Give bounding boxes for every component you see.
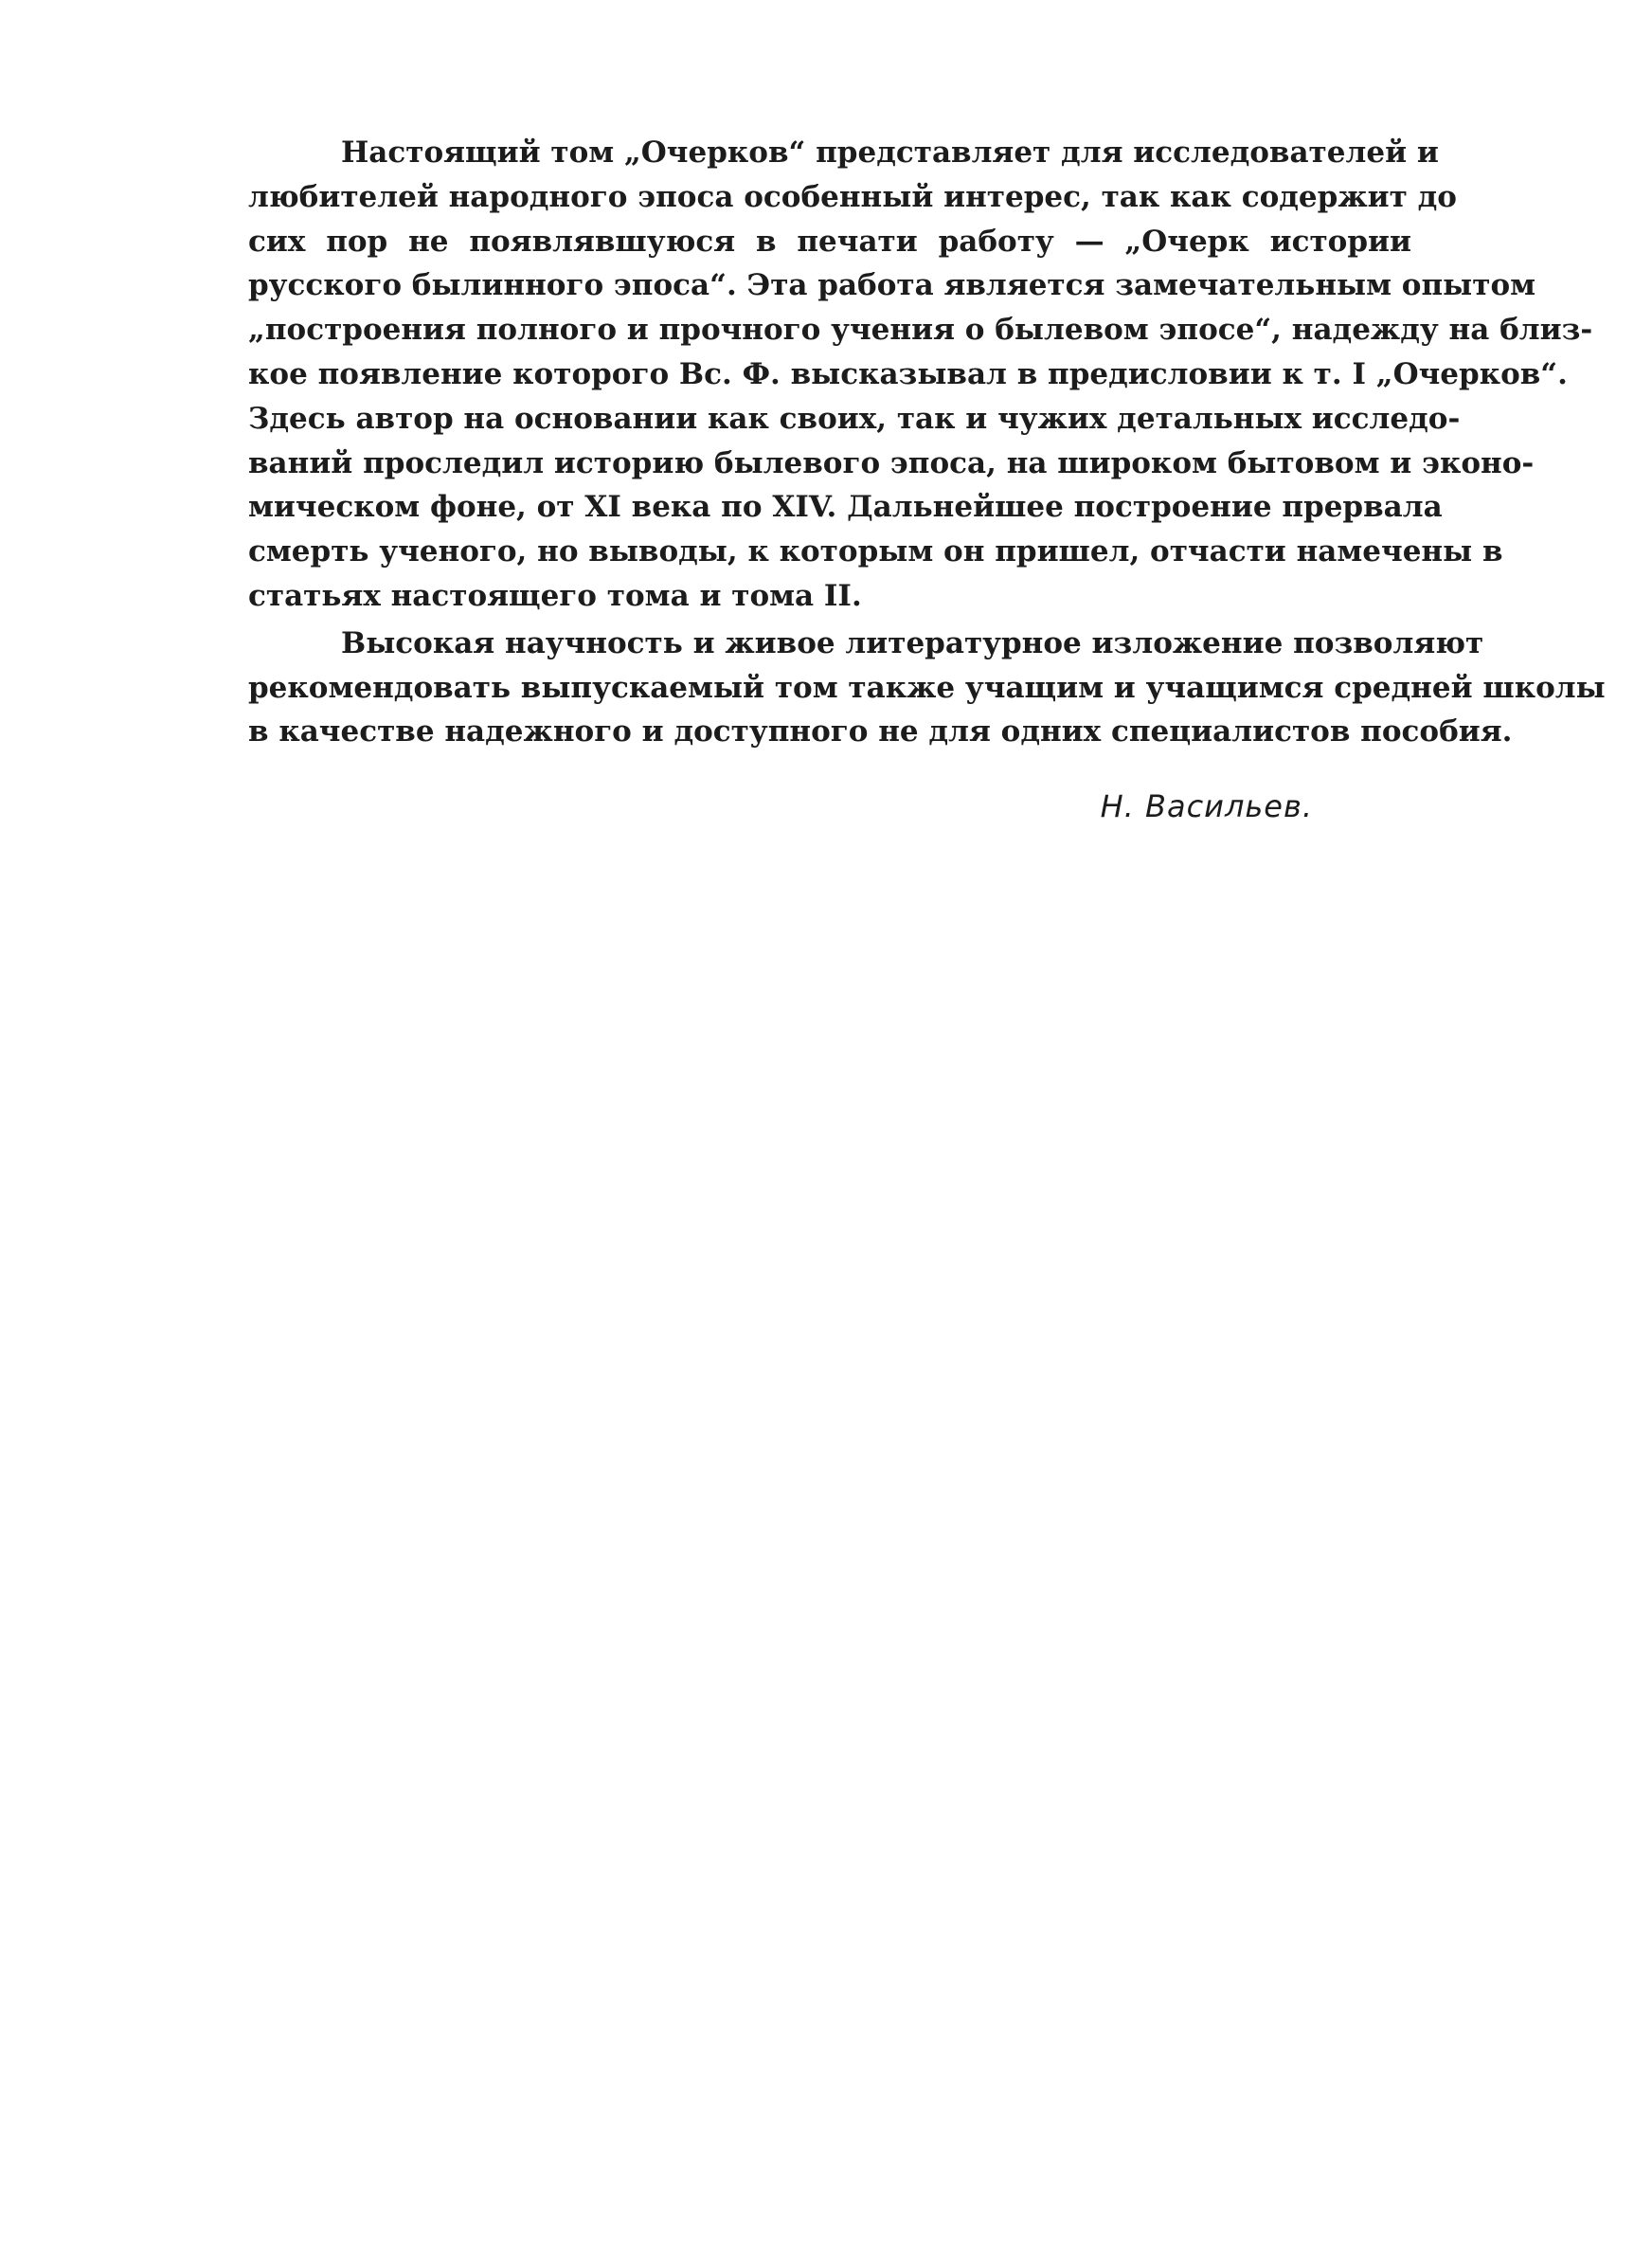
text-line: русского былинного эпоса“. Эта работа является замечательным опытом — [248, 268, 1536, 303]
text-line: „построения полного и прочного учения о былевом эпосе“, надежду на близ- — [248, 313, 1593, 348]
text-line: мическом фоне, от XI века по XIV. Дальнейшее построение прервала — [248, 490, 1443, 525]
text-line: Здесь автор на основании как своих, так и чужих детальных исследо- — [248, 401, 1461, 436]
text-line: любителей народного эпоса особенный интерес, так как содержит до — [248, 179, 1457, 214]
text-line: рекомендовать выпускаемый том также учащим и учащимся средней школы — [248, 670, 1606, 705]
text-line: статьях настоящего тома и тома II. — [248, 578, 862, 613]
text-line: Высокая научность и живое литературное изложение позволяют — [341, 625, 1484, 660]
text-line: кое появление которого Вс. Ф. высказывал в предисловии к т. I „Очерков“. — [248, 356, 1568, 391]
body-text — [248, 131, 1606, 754]
text-line: сих пор не появлявшуюся в печати работу — „Очерк истории — [248, 224, 1411, 259]
text-line: Настоящий том „Очерков“ представляет для исследователей и — [341, 135, 1439, 170]
text-line: в качестве надежного и доступного не для одних специалистов пособия. — [248, 714, 1513, 749]
text-line: смерть ученого, но выводы, к которым он пришел, отчасти намечены в — [248, 534, 1503, 569]
text-line: ваний проследил историю былевого эпоса, на широком бытовом и эконо- — [248, 445, 1535, 480]
author-signature: Н. Васильев. — [1100, 788, 1313, 824]
